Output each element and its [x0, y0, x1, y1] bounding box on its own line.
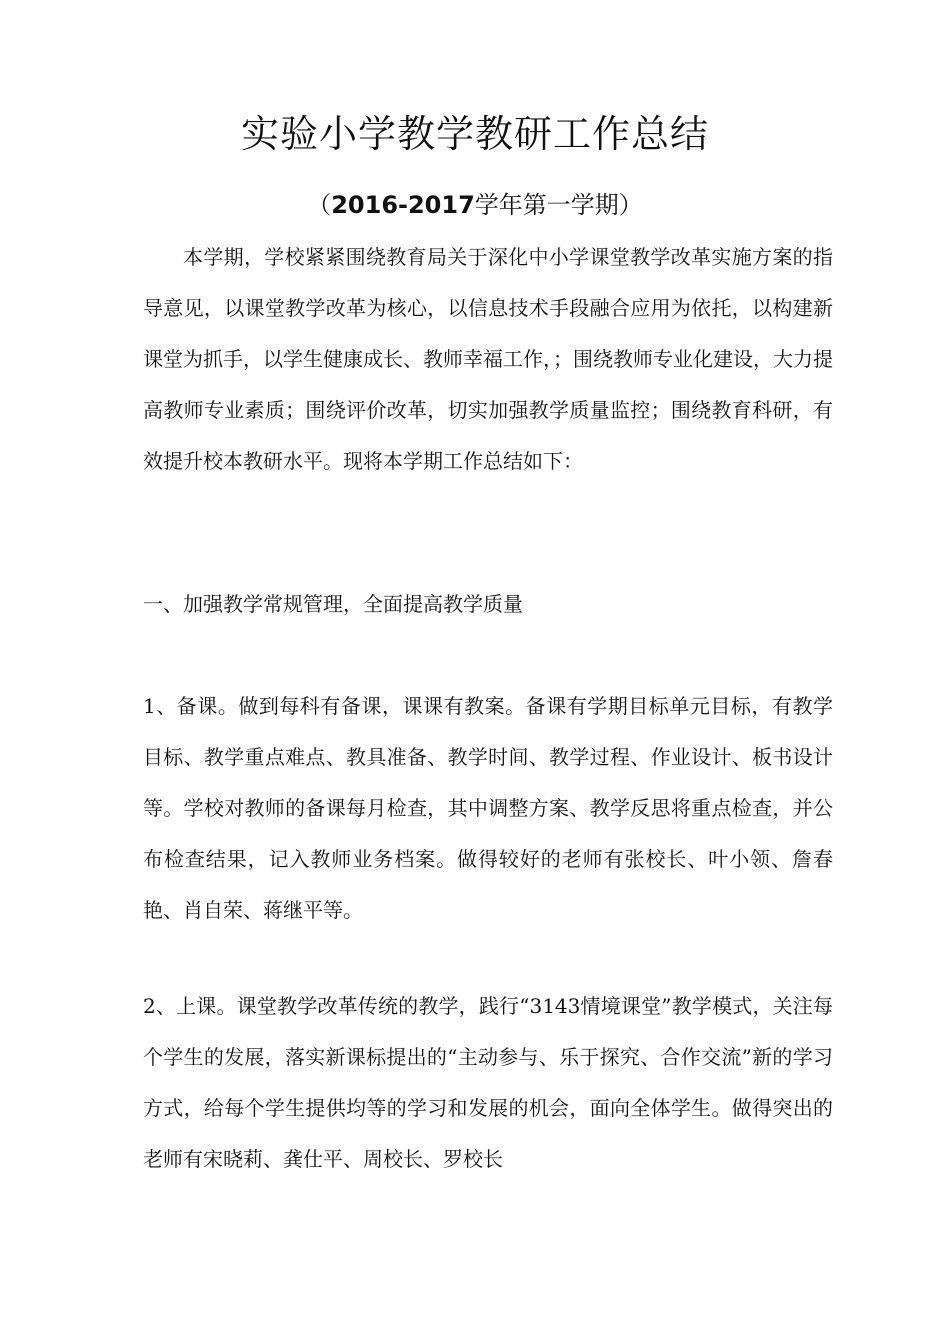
- item-2-teaching: 2、上课。课堂教学改革传统的教学，践行“3143情境课堂”教学模式，关注每个学生的发展，落实新课标提出的“主动参与、乐于探究、合作交流”新的学习方式，给每个学生提供均等的学习和发展的机会，面向全体学生。做得突出的老师有宋晓莉、龚仕平、周校长、罗校长: [143, 994, 833, 1171]
- document-title: 实验小学教学教研工作总结: [240, 112, 709, 156]
- subtitle-year: 2016-2017: [331, 191, 475, 219]
- document-subtitle: [0, 187, 950, 223]
- item-1-lesson-prep: 1、备课。做到每科有备课，课课有教案。备课有学期目标单元目标，有教学目标、教学重点难点、教具准备、教学时间、教学过程、作业设计、板书设计等。学校对教师的备课每月检查，其中调整方案、教学反思将重点检查，并公布检查结果，记入教师业务档案。做得较好的老师有张校长、叶小领、詹春艳、肖自荣、蒋继平等。: [143, 694, 833, 922]
- section-1-heading: 一、加强教学常规管理，全面提高教学质量: [143, 592, 523, 616]
- subtitle-term: 学年第一学期）: [474, 191, 643, 219]
- intro-paragraph: 本学期，学校紧紧围绕教育局关于深化中小学课堂教学改革实施方案的指导意见，以课堂教学改革为核心，以信息技术手段融合应用为依托，以构建新课堂为抓手，以学生健康成长、教师幸福工作，；围绕教师专业化建设，大力提高教师专业素质；围绕评价改革，切实加强教学质量监控；围绕教育科研，有效提升校本教研水平。现将本学期工作总结如下：: [143, 245, 833, 473]
- subtitle-open-paren: （: [307, 191, 332, 219]
